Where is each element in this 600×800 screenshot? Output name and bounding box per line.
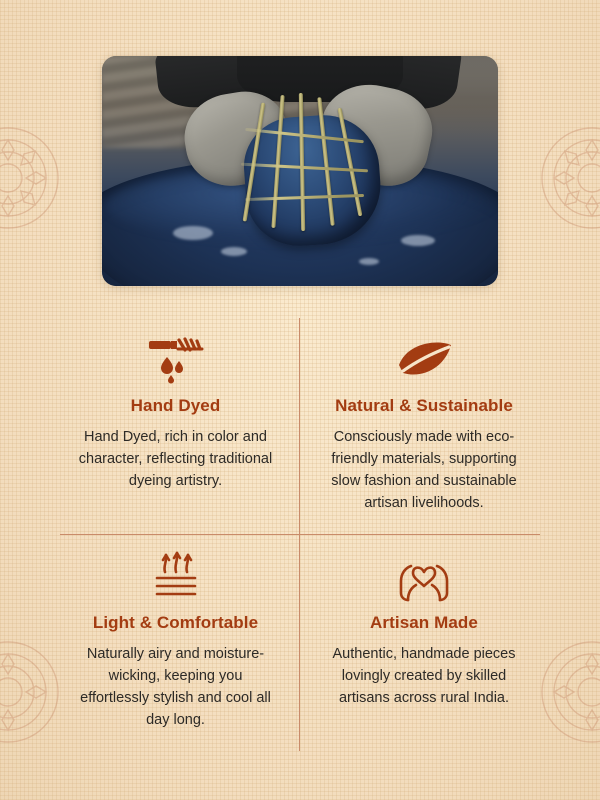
feature-title: Light & Comfortable [92, 613, 259, 633]
feature-description: Hand Dyed, rich in color and character, reflecting traditional dyeing artistry. [78, 429, 273, 490]
feature-light-comfortable [60, 535, 300, 751]
hand-dyeing-photo [102, 56, 498, 286]
feature-description: Naturally airy and moisture-wicking, keeping you effortlessly stylish and cool all day long. [80, 646, 271, 729]
dye-brush-drip-icon [76, 332, 275, 388]
hand-dyeing-photo-illustration [102, 56, 498, 286]
hands-holding-heart-icon [324, 549, 524, 605]
feature-description: Consciously made with eco-friendly materials, supporting slow fashion and sustainable artisan livelihoods. [331, 429, 517, 512]
leaf-icon [324, 332, 524, 388]
breathable-airflow-icon [76, 549, 275, 605]
feature-title: Natural & Sustainable [335, 396, 513, 415]
feature-artisan-made [300, 535, 540, 751]
feature-title: Artisan Made [370, 613, 478, 633]
feature-description: Authentic, handmade pieces lovingly created by skilled artisans across rural India. [332, 646, 516, 707]
photo-dye-foam [221, 247, 247, 256]
feature-natural-sustainable [300, 318, 540, 535]
features-grid [60, 318, 540, 751]
feature-title: Hand Dyed [130, 396, 221, 415]
feature-hand-dyed [60, 318, 300, 535]
